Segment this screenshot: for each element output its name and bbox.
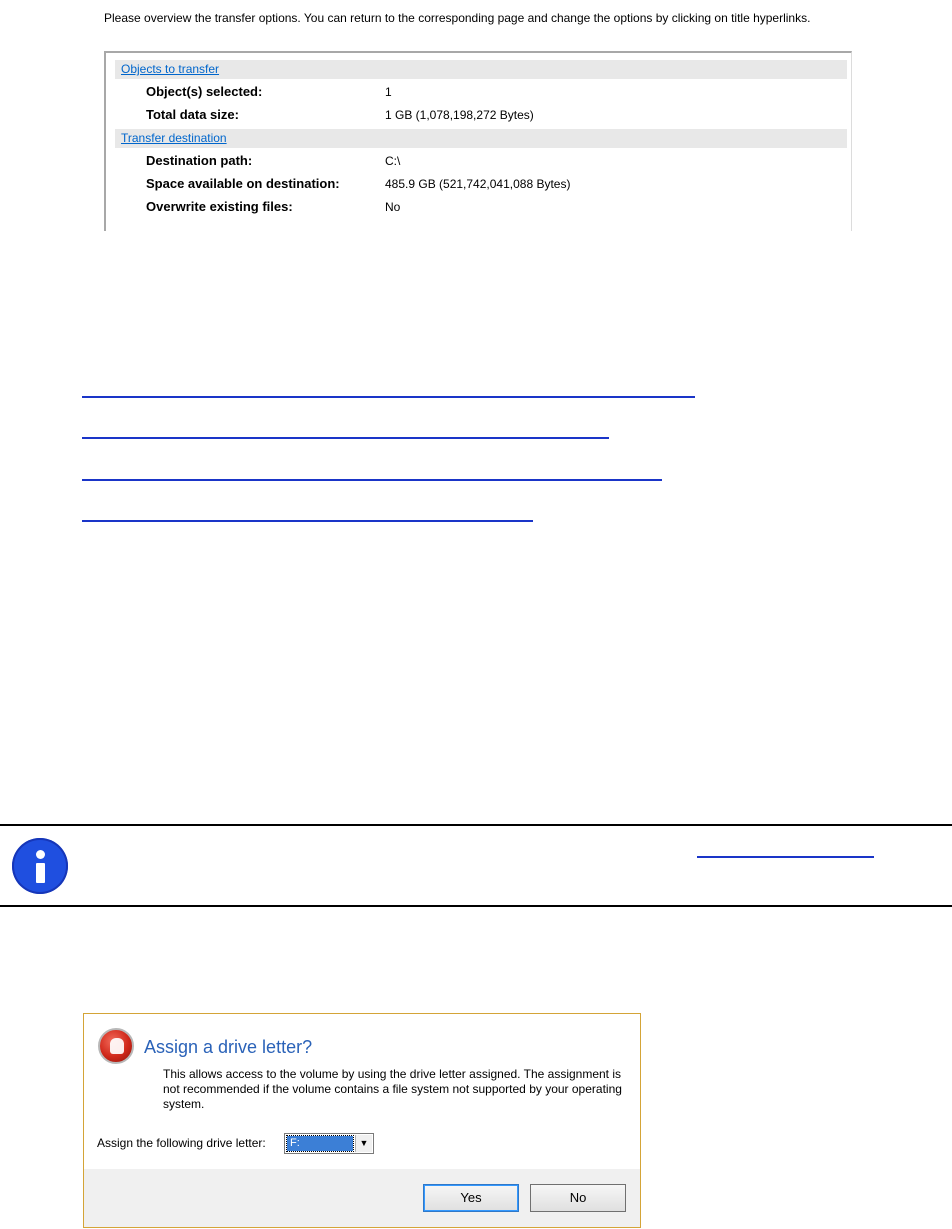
destination-path-value: C:\	[385, 154, 401, 168]
overwrite-existing-value: No	[385, 200, 401, 214]
objects-selected-value: 1	[385, 85, 392, 99]
dialog-description: This allows access to the volume by using the drive letter assigned. The assignment is not recommended if the volume contains a file system not supported by your operating system.	[163, 1067, 622, 1111]
assign-drive-letter-dialog	[83, 1013, 641, 1228]
intro-text: Please overview the transfer options. You can return to the corresponding page and change the options by clicking on title hyperlinks.	[104, 11, 811, 25]
destination-path-label: Destination path:	[146, 153, 253, 168]
note-hyperlink[interactable]	[697, 856, 874, 858]
space-available-value: 485.9 GB (521,742,041,088 Bytes)	[385, 177, 571, 191]
info-icon	[12, 838, 68, 894]
space-available-label: Space available on destination:	[146, 176, 340, 191]
transfer-summary-panel	[104, 51, 852, 231]
destination-section-header	[115, 129, 847, 148]
note-top-rule	[0, 824, 952, 826]
objects-to-transfer-link[interactable]: Objects to transfer	[121, 62, 220, 76]
yes-button[interactable]: Yes	[423, 1184, 519, 1212]
overwrite-existing-label: Overwrite existing files:	[146, 199, 293, 214]
hyperlink-4[interactable]	[82, 520, 533, 522]
product-logo-icon	[98, 1028, 134, 1064]
no-button[interactable]: No	[530, 1184, 626, 1212]
drive-letter-selected-value: F:	[287, 1136, 353, 1151]
assign-letter-label: Assign the following drive letter:	[97, 1136, 266, 1150]
transfer-destination-link[interactable]: Transfer destination	[121, 131, 227, 145]
objects-section-header	[115, 60, 847, 79]
total-data-size-label: Total data size:	[146, 107, 239, 122]
total-data-size-value: 1 GB (1,078,198,272 Bytes)	[385, 108, 534, 122]
drive-letter-select[interactable]	[284, 1133, 374, 1154]
note-bottom-rule	[0, 905, 952, 907]
dialog-title: Assign a drive letter?	[144, 1037, 313, 1057]
dialog-button-bar	[84, 1169, 640, 1227]
hyperlink-1[interactable]	[82, 396, 695, 398]
chevron-down-icon[interactable]: ▼	[355, 1135, 372, 1152]
hyperlink-2[interactable]	[82, 437, 609, 439]
objects-selected-label: Object(s) selected:	[146, 84, 263, 99]
hyperlink-3[interactable]	[82, 479, 662, 481]
